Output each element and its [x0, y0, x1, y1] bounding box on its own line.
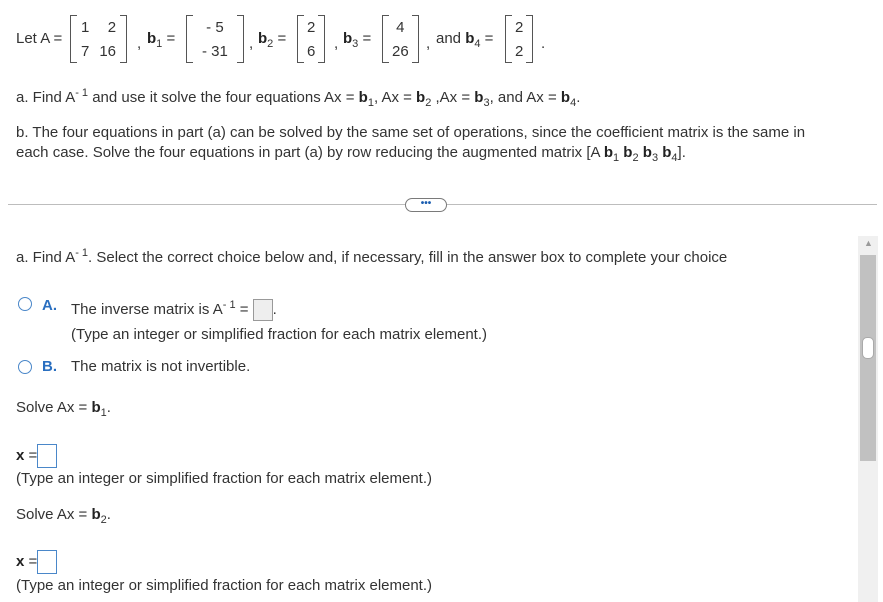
expand-more-button[interactable]: ••• — [405, 198, 447, 212]
vector-b3 — [382, 15, 419, 63]
comma: , — [137, 35, 142, 52]
vector-b2 — [297, 15, 325, 63]
part-b-line2: each case. Solve the four equations in part (a) by row reducing the augmented matrix [A $b_1$ $b_2$ $b_3$ $b_4$]. — [16, 144, 686, 164]
option-a-hint: (Type an integer or simplified fraction for each matrix element.) — [71, 326, 488, 343]
scroll-up-arrow-icon[interactable]: ▲ — [864, 238, 873, 248]
option-a-letter: A. — [42, 297, 57, 314]
b2-label: $b_2$ = — [258, 30, 287, 50]
matrix-a-cell: 1 — [81, 18, 90, 36]
vector-b1-cell: - 31 — [202, 42, 228, 60]
vector-b4 — [505, 15, 533, 63]
matrix-a-cell: 2 — [107, 18, 117, 36]
vector-b1 — [186, 15, 244, 63]
inverse-matrix-answer-box[interactable] — [253, 299, 273, 321]
scroll-handle-icon[interactable] — [862, 337, 874, 359]
solve-b1-label: Solve $Ax = b_1$. — [16, 399, 111, 419]
x1-hint: (Type an integer or simplified fraction for each matrix element.) — [16, 470, 433, 487]
vector-b1-cell: - 5 — [206, 18, 224, 36]
solve-b2-label: Solve $Ax = b_2$. — [16, 506, 111, 526]
period: . — [541, 35, 546, 52]
x1-answer-box[interactable] — [37, 444, 57, 468]
matrix-a — [70, 15, 127, 63]
x2-answer-row: x = — [16, 550, 57, 574]
matrix-a-cell: 16 — [99, 42, 117, 60]
vector-b4-cell: 2 — [515, 18, 524, 36]
b3-label: $b_3$ = — [343, 30, 372, 50]
let-a-label: Let A = — [16, 30, 63, 47]
x2-answer-box[interactable] — [37, 550, 57, 574]
b4-label: and $b_4$ = — [436, 30, 494, 50]
b1-label: $b_1$ = — [147, 30, 176, 50]
x1-answer-row: x = — [16, 444, 57, 468]
part-b-line1: b. The four equations in part (a) can be solved by the same set of operations, since the coefficient matrix is the same in — [16, 124, 806, 141]
x2-hint: (Type an integer or simplified fraction for each matrix element.) — [16, 577, 433, 594]
option-b-letter: B. — [42, 358, 57, 375]
vector-b2-cell: 6 — [307, 42, 316, 60]
vector-b3-cell: 4 — [396, 18, 405, 36]
option-b-radio[interactable] — [18, 360, 32, 374]
part-a-text: a. Find $A^{- 1}$ and use it solve the four equations $Ax = b_1$, $Ax = b_2$ $,Ax = b_3$, and $Ax = b_4$. — [16, 87, 581, 109]
vector-b4-cell: 2 — [515, 42, 524, 60]
option-a-text: The inverse matrix is $A^{- 1}$ = . — [71, 299, 277, 321]
vector-b2-cell: 2 — [307, 18, 316, 36]
option-b-text: The matrix is not invertible. — [71, 358, 251, 375]
comma: , — [249, 35, 254, 52]
comma: , — [334, 35, 339, 52]
vector-b3-cell: 26 — [392, 42, 409, 60]
question-prompt: a. Find $A^{- 1}$. Select the correct choice below and, if necessary, fill in the answer box to complete your choice — [16, 247, 728, 266]
comma: , — [426, 35, 431, 52]
option-a-radio[interactable] — [18, 297, 32, 311]
matrix-a-cell: 7 — [81, 42, 90, 60]
